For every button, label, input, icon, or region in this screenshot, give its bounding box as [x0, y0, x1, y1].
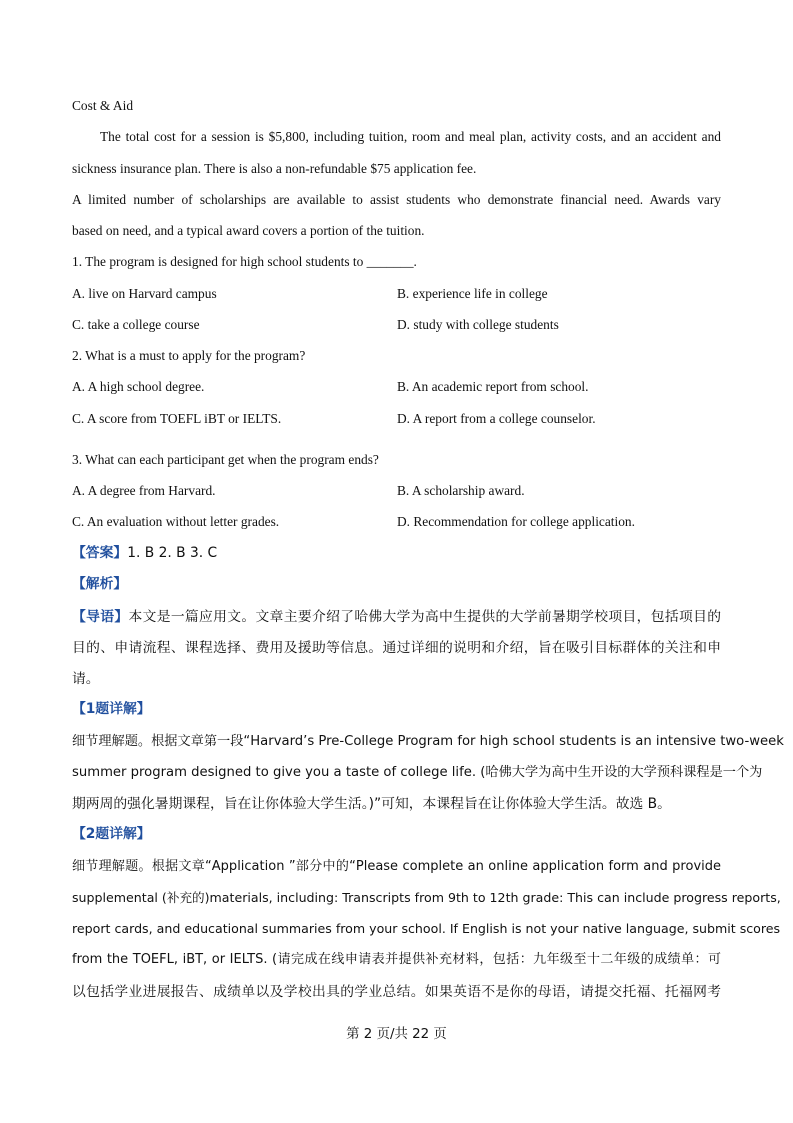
q1-detail-line-1: 细节理解题。根据文章第一段“Harvard’s Pre-College Program for high school students is an intensive two-week: [72, 734, 784, 749]
intro-line-1: [72, 607, 721, 627]
question-3-option-d: D. Recommendation for college application.: [397, 514, 635, 529]
q1-detail-heading: [72, 700, 721, 718]
question-2-option-a: A. A high school degree.: [72, 379, 205, 394]
cost-paragraph-line-1: The total cost for a session is $5,800, including tuition, room and meal plan, activity costs, and an accident and: [100, 129, 721, 144]
q2-detail-line-2: supplemental (补充的)materials, including: Transcripts from 9th to 12th grade: This can include progress reports,: [72, 890, 781, 905]
aid-paragraph-line-1: A limited number of scholarships are available to assist students who demonstrate financial need. Awards vary: [72, 192, 721, 207]
q2-detail-line-5: 以包括学业进展报告、成绩单以及学校出具的学业总结。如果英语不是你的母语，请提交托福、托福网考: [72, 984, 721, 1000]
question-1-option-a: A. live on Harvard campus: [72, 286, 217, 301]
answer-text: 1. B 2. B 3. C: [127, 545, 218, 561]
intro-label: 【导语】: [72, 609, 129, 625]
q2-detail-heading: [72, 825, 721, 843]
cost-paragraph-line-2: sickness insurance plan. There is also a non-refundable $75 application fee.: [72, 161, 477, 176]
question-2-option-b: B. An academic report from school.: [397, 379, 589, 394]
aid-paragraph-line-2: based on need, and a typical award covers a portion of the tuition.: [72, 223, 425, 238]
question-3-option-a: A. A degree from Harvard.: [72, 483, 216, 498]
page-number-footer: 第 2 页/共 22 页: [346, 1027, 447, 1042]
q2-detail-line-4: from the TOEFL, iBT, or IELTS. (请完成在线申请表并提供补充材料，包括：九年级至十二年级的成绩单：可: [72, 952, 721, 967]
q2-detail-line-1: 细节理解题。根据文章“Application ”部分中的“Please complete an online application form and provide: [72, 859, 721, 874]
answer-label: 【答案】: [72, 545, 128, 561]
intro-line-3: 请。: [72, 671, 100, 687]
question-2-option-d: D. A report from a college counselor.: [397, 411, 596, 426]
question-1-stem: 1. The program is designed for high school students to _______.: [72, 254, 417, 269]
analysis-label: 【解析】: [72, 576, 128, 592]
answer-line: [72, 544, 721, 562]
intro-text-1: 本文是一篇应用文。文章主要介绍了哈佛大学为高中生提供的大学前暑期学校项目，包括项目的: [128, 609, 722, 625]
question-1-option-d: D. study with college students: [397, 317, 559, 332]
q2-detail-line-3: report cards, and educational summaries from your school. If English is not your native language, submit scores: [72, 921, 781, 936]
section-heading-cost-aid: Cost & Aid: [72, 98, 134, 113]
question-3-stem: 3. What can each participant get when the program ends?: [72, 452, 379, 467]
question-2-option-c: C. A score from TOEFL iBT or IELTS.: [72, 411, 282, 426]
question-1-option-b: B. experience life in college: [397, 286, 548, 301]
q1-detail-label: 【1题详解】: [72, 701, 151, 717]
question-1-option-c: C. take a college course: [72, 317, 200, 332]
question-3-option-c: C. An evaluation without letter grades.: [72, 514, 280, 529]
q1-detail-line-2: summer program designed to give you a taste of college life. (哈佛大学为高中生开设的大学预科课程是一个为: [72, 765, 763, 780]
analysis-heading: [72, 575, 721, 593]
q2-detail-label: 【2题详解】: [72, 826, 151, 842]
q1-detail-line-3: 期两周的强化暑期课程，旨在让你体验大学生活。)”可知，本课程旨在让你体验大学生活。故选 B。: [72, 796, 671, 812]
intro-line-2: 目的、申请流程、课程选择、费用及援助等信息。通过详细的说明和介绍，旨在吸引目标群体的关注和申: [72, 640, 721, 656]
question-2-stem: 2. What is a must to apply for the program?: [72, 348, 306, 363]
question-3-option-b: B. A scholarship award.: [397, 483, 525, 498]
